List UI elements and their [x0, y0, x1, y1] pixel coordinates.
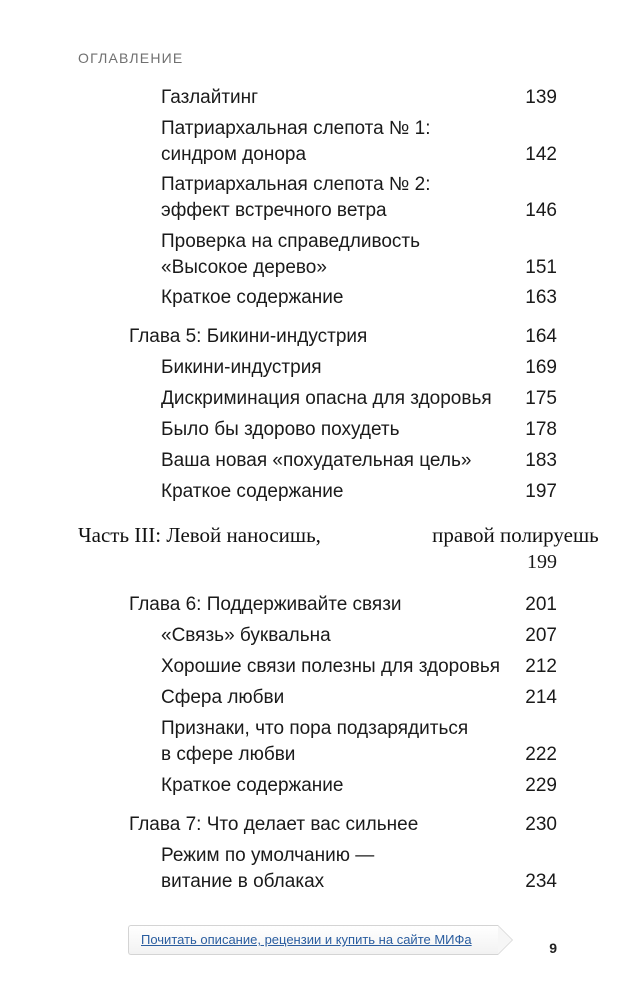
toc-entry-title-line: в сфере любви — [161, 744, 296, 765]
toc-entry-title-line: «Высокое дерево» — [161, 257, 327, 278]
toc-entry-page: 214 — [525, 687, 557, 708]
toc-entry-section[interactable] — [161, 229, 420, 281]
toc-entry-title-line: Патриархальная слепота № 1: — [161, 118, 431, 139]
toc-entry-section[interactable] — [161, 843, 374, 895]
toc-entry-title-line: Патриархальная слепота № 2: — [161, 174, 431, 195]
toc-entry-title: Глава 5: Бикини-индустрия — [129, 326, 368, 347]
toc-entry-section[interactable] — [161, 417, 400, 443]
toc-entry-part[interactable] — [78, 522, 599, 549]
toc-entry-page: 151 — [525, 257, 557, 278]
toc-entry-page: 183 — [525, 450, 557, 471]
toc-entry-title-line: Режим по умолчанию — — [161, 845, 375, 866]
toc-entry-title: Краткое содержание — [161, 481, 344, 502]
toc-entry-page: 212 — [525, 656, 557, 677]
toc-entry-title: Газлайтинг — [161, 87, 259, 108]
link-arrow-shape — [498, 926, 512, 954]
toc-entry-title: Было бы здорово похудеть — [161, 419, 400, 440]
toc-entry-page: 178 — [525, 419, 557, 440]
toc-entry-section[interactable] — [161, 386, 492, 412]
toc-entry-title: Краткое содержание — [161, 287, 344, 308]
toc-entry-title: Краткое содержание — [161, 775, 344, 796]
toc-entry-section[interactable] — [161, 685, 284, 711]
toc-entry-chapter[interactable] — [129, 324, 367, 350]
toc-entry-title: Бикини-индустрия — [161, 357, 322, 378]
toc-entry-section[interactable] — [161, 623, 331, 649]
toc-entry-page: 234 — [525, 871, 557, 892]
toc-entry-chapter[interactable] — [129, 812, 418, 838]
toc-entry-section[interactable] — [161, 716, 468, 768]
toc-entry-section[interactable] — [161, 448, 471, 474]
toc-entry-section[interactable] — [161, 285, 343, 311]
toc-entry-title: Глава 7: Что делает вас сильнее — [129, 814, 419, 835]
toc-entry-page: 222 — [525, 744, 557, 765]
toc-part-title-line: Часть III: Левой наносишь, — [78, 523, 321, 547]
toc-entry-title-line: синдром донора — [161, 144, 307, 165]
toc-entry-title-line: Проверка на справедливость — [161, 231, 421, 252]
toc-entry-title: Хорошие связи полезны для здоровья — [161, 656, 501, 677]
toc-entry-page: 199 — [527, 551, 557, 573]
toc-entry-title: Ваша новая «похудательная цель» — [161, 450, 472, 471]
toc-entry-section[interactable] — [161, 85, 258, 111]
toc-entry-section[interactable] — [161, 654, 500, 680]
toc-entry-title: Сфера любви — [161, 687, 285, 708]
buy-link-label[interactable]: Почитать описание, рецензии и купить на сайте МИФа — [141, 932, 472, 947]
buy-on-mif-link[interactable] — [128, 925, 498, 955]
toc-entry-page: 230 — [525, 814, 557, 835]
toc-entry-title: «Связь» буквальна — [161, 625, 331, 646]
toc-entry-page: 139 — [525, 87, 557, 108]
toc-part-title-line: правой полируешь — [432, 523, 599, 547]
toc-entry-page: 229 — [525, 775, 557, 796]
page-number: 9 — [549, 940, 557, 956]
toc-entry-page: 142 — [525, 144, 557, 165]
toc-entry-page: 201 — [525, 594, 557, 615]
toc-entry-page: 163 — [525, 287, 557, 308]
toc-entry-page: 164 — [525, 326, 557, 347]
toc-entry-page: 197 — [525, 481, 557, 502]
toc-entry-section[interactable] — [161, 355, 322, 381]
toc-entry-title: Дискриминация опасна для здоровья — [161, 388, 492, 409]
toc-entry-title-line: витание в облаках — [161, 871, 325, 892]
toc-entry-section[interactable] — [161, 172, 431, 224]
toc-entry-page: 146 — [525, 200, 557, 221]
toc-entry-title-line: эффект встречного ветра — [161, 200, 387, 221]
toc-entry-section[interactable] — [161, 773, 343, 799]
toc-entry-section[interactable] — [161, 479, 343, 505]
toc-entry-chapter[interactable] — [129, 592, 402, 618]
toc-entry-section[interactable] — [161, 116, 431, 168]
toc-entry-page: 207 — [525, 625, 557, 646]
toc-entry-page: 175 — [525, 388, 557, 409]
toc-entry-title-line: Признаки, что пора подзарядиться — [161, 718, 469, 739]
page-header: ОГЛАВЛЕНИЕ — [78, 50, 184, 66]
toc-entry-title: Глава 6: Поддерживайте связи — [129, 594, 402, 615]
toc-entry-page: 169 — [525, 357, 557, 378]
